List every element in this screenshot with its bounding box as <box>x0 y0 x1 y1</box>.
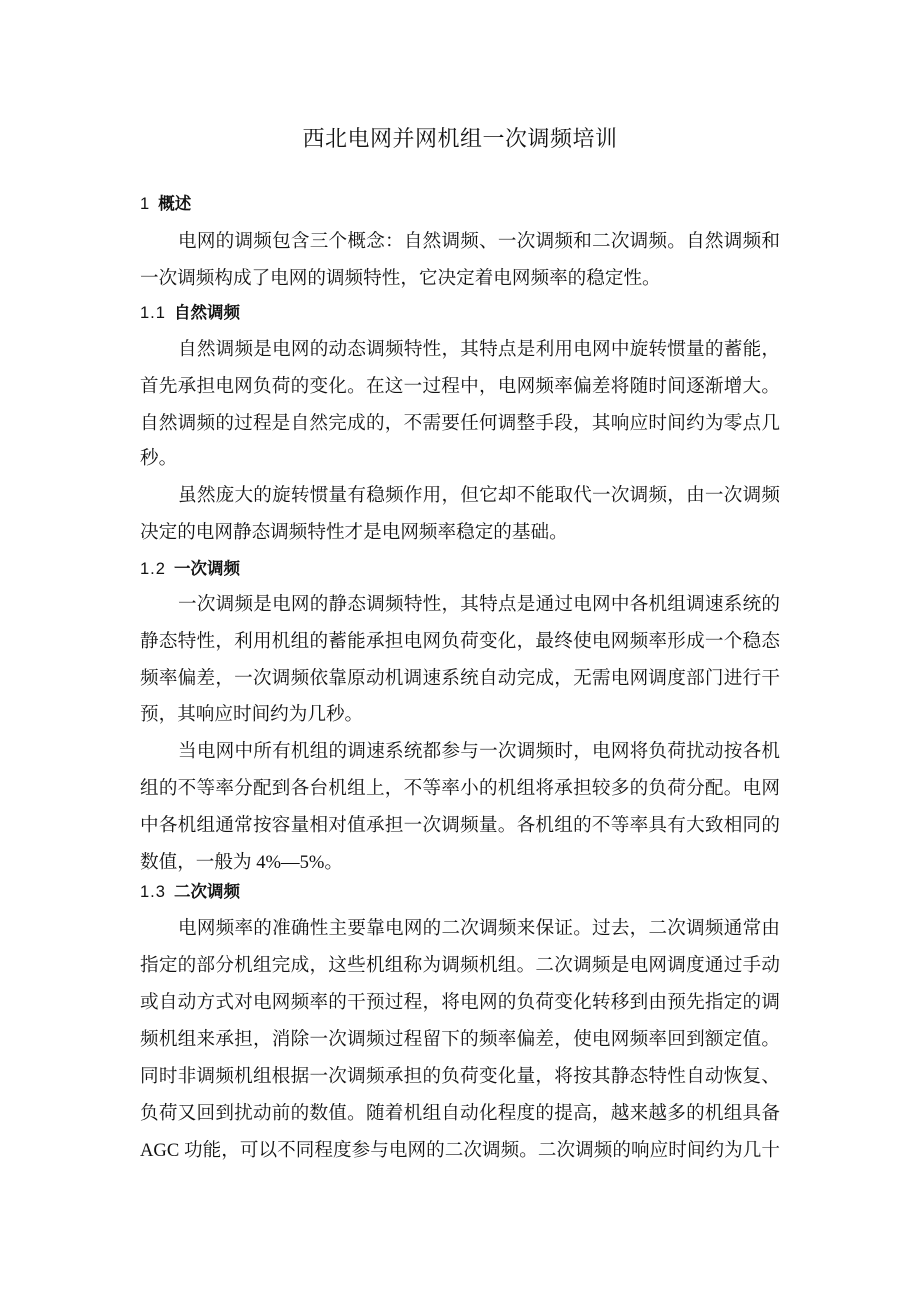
section-heading <box>140 299 240 323</box>
paragraph-line: 中各机组通常按容量相对值承担一次调频量。各机组的不等率具有大致相同的 <box>140 815 780 836</box>
section-title: 概述 <box>158 195 192 213</box>
paragraph-line: AGC 功能，可以不同程度参与电网的二次调频。二次调频的响应时间约为几十 <box>140 1140 780 1161</box>
section-heading <box>140 878 240 902</box>
paragraph-line: 频率偏差，一次调频依靠原动机调速系统自动完成，无需电网调度部门进行干 <box>140 668 780 689</box>
paragraph-line: 电网频率的准确性主要靠电网的二次调频来保证。过去，二次调频通常由 <box>178 918 780 939</box>
paragraph-line: 虽然庞大的旋转惯量有稳频作用，但它却不能取代一次调频，由一次调频 <box>178 485 780 506</box>
section-number: 1.3 <box>140 883 166 901</box>
section-heading <box>140 555 240 579</box>
paragraph-line: 指定的部分机组完成，这些机组称为调频机组。二次调频是电网调度通过手动 <box>140 955 780 976</box>
section-number: 1.1 <box>140 304 166 322</box>
paragraph-line: 频机组来承担，消除一次调频过程留下的频率偏差，使电网频率回到额定值。 <box>140 1029 780 1050</box>
section-number: 1 <box>140 195 151 213</box>
paragraph-line: 负荷又回到扰动前的数值。随着机组自动化程度的提高，越来越多的机组具备 <box>140 1103 780 1124</box>
section-heading <box>140 190 191 214</box>
paragraph-line: 组的不等率分配到各台机组上，不等率小的机组将承担较多的负荷分配。电网 <box>140 778 780 799</box>
paragraph-line: 静态特性，利用机组的蓄能承担电网负荷变化，最终使电网频率形成一个稳态 <box>140 631 780 652</box>
paragraph-line: 自然调频是电网的动态调频特性，其特点是利用电网中旋转惯量的蓄能， <box>178 339 780 360</box>
section-title: 二次调频 <box>173 883 240 901</box>
paragraph-line: 电网的调频包含三个概念：自然调频、一次调频和二次调频。自然调频和 <box>178 231 780 252</box>
section-number: 1.2 <box>140 560 166 578</box>
paragraph-line: 同时非调频机组根据一次调频承担的负荷变化量，将按其静态特性自动恢复、 <box>140 1066 780 1087</box>
paragraph-line: 首先承担电网负荷的变化。在这一过程中，电网频率偏差将随时间逐渐增大。 <box>140 376 780 397</box>
section-title: 一次调频 <box>173 560 240 578</box>
paragraph-line: 或自动方式对电网频率的干预过程，将电网的负荷变化转移到由预先指定的调 <box>140 992 780 1013</box>
paragraph-line: 一次调频是电网的静态调频特性，其特点是通过电网中各机组调速系统的 <box>178 594 780 615</box>
section-title: 自然调频 <box>173 304 240 322</box>
paragraph-line: 预，其响应时间约为几秒。 <box>140 704 364 725</box>
paragraph-line: 数值，一般为 4%—5%。 <box>140 852 343 873</box>
paragraph-line: 决定的电网静态调频特性才是电网频率稳定的基础。 <box>140 522 568 543</box>
document-title: 西北电网并网机组一次调频培训 <box>302 127 618 152</box>
paragraph-line: 秒。 <box>140 448 178 469</box>
paragraph-line: 自然调频的过程是自然完成的，不需要任何调整手段，其响应时间约为零点几 <box>140 413 780 434</box>
paragraph-line: 一次调频构成了电网的调频特性，它决定着电网频率的稳定性。 <box>140 268 661 289</box>
paragraph-line: 当电网中所有机组的调速系统都参与一次调频时，电网将负荷扰动按各机 <box>178 741 780 762</box>
